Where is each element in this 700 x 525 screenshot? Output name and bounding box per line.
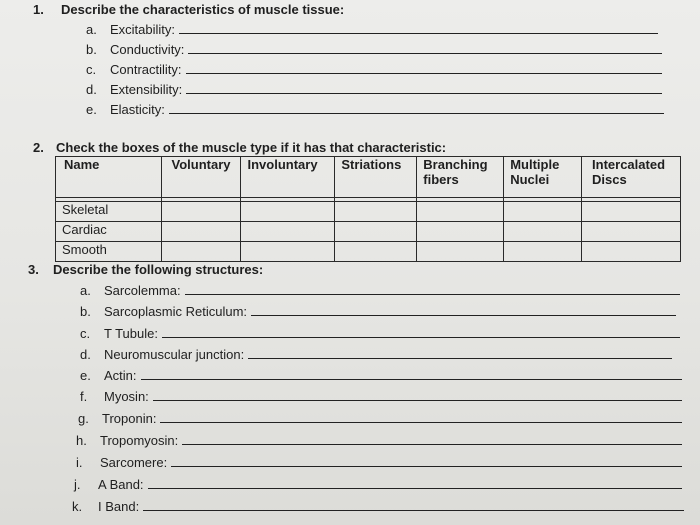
checkbox-cell[interactable] — [241, 242, 335, 262]
answer-line[interactable] — [248, 357, 672, 359]
answer-line[interactable] — [171, 465, 682, 467]
answer-line[interactable] — [141, 378, 682, 380]
question-2-number: 2. — [33, 140, 44, 155]
checkbox-cell[interactable] — [582, 202, 681, 222]
table-row-smooth — [56, 242, 681, 262]
checkbox-cell[interactable] — [241, 202, 335, 222]
answer-line[interactable] — [169, 112, 664, 114]
item-label: Sarcomere: — [100, 455, 168, 470]
item-letter: c. — [80, 326, 91, 341]
question-3-heading — [28, 262, 263, 277]
item-letter: a. — [80, 283, 91, 298]
checkbox-cell[interactable] — [417, 222, 504, 242]
q3-item-troponin — [78, 411, 682, 426]
question-3-prompt: Describe the following structures: — [53, 262, 264, 277]
q3-item-i-band — [72, 499, 684, 514]
answer-line[interactable] — [251, 314, 676, 316]
answer-line[interactable] — [160, 421, 682, 423]
column-header: Striations — [335, 157, 417, 198]
question-1-heading — [33, 2, 344, 17]
table-row-skeletal — [56, 202, 681, 222]
item-letter: i. — [76, 455, 83, 470]
item-letter: e. — [86, 102, 97, 117]
q3-item-actin — [80, 368, 682, 383]
question-2-heading — [33, 140, 446, 155]
item-label: Extensibility: — [110, 82, 183, 97]
q3-item-a-band — [74, 477, 682, 492]
q1-item-elasticity — [86, 102, 664, 117]
item-letter: f. — [80, 389, 88, 404]
row-label: Cardiac — [56, 222, 162, 242]
question-1-prompt: Describe the characteristics of muscle tissue: — [61, 2, 345, 17]
checkbox-cell[interactable] — [335, 222, 417, 242]
question-3-number: 3. — [28, 262, 39, 277]
item-label: Sarcoplasmic Reticulum: — [104, 304, 248, 319]
item-label: Sarcolemma: — [104, 283, 181, 298]
answer-line[interactable] — [182, 443, 682, 445]
checkbox-cell[interactable] — [417, 202, 504, 222]
q3-item-tropomyosin — [76, 433, 682, 448]
row-label: Skeletal — [56, 202, 162, 222]
checkbox-cell[interactable] — [335, 242, 417, 262]
item-label: A Band: — [98, 477, 144, 492]
row-label: Smooth — [56, 242, 162, 262]
item-label: Neuromuscular junction: — [104, 347, 245, 362]
answer-line[interactable] — [162, 336, 680, 338]
item-label: Troponin: — [102, 411, 157, 426]
q1-item-excitability — [86, 22, 658, 37]
checkbox-cell[interactable] — [161, 202, 241, 222]
q1-item-contractility — [86, 62, 662, 77]
q1-item-conductivity — [86, 42, 662, 57]
checkbox-cell[interactable] — [241, 222, 335, 242]
answer-line[interactable] — [179, 32, 658, 34]
answer-line[interactable] — [185, 293, 680, 295]
q3-item-t-tubule — [80, 326, 680, 341]
q3-item-sarcolemma — [80, 283, 680, 298]
checkbox-cell[interactable] — [504, 242, 582, 262]
checkbox-cell[interactable] — [161, 242, 241, 262]
checkbox-cell[interactable] — [582, 222, 681, 242]
item-letter: k. — [72, 499, 83, 514]
column-header: Branching fibers — [417, 157, 504, 198]
q3-item-myosin — [80, 389, 682, 404]
item-letter: d. — [86, 82, 97, 97]
item-letter: e. — [80, 368, 91, 383]
item-label: Excitability: — [110, 22, 176, 37]
table-row-cardiac — [56, 222, 681, 242]
q1-item-extensibility — [86, 82, 662, 97]
column-header: Name — [56, 157, 162, 198]
item-letter: d. — [80, 347, 91, 362]
question-1-number: 1. — [33, 2, 44, 17]
table-header-row — [56, 157, 681, 198]
checkbox-cell[interactable] — [161, 222, 241, 242]
item-letter: b. — [80, 304, 91, 319]
q3-item-sarcoplasmic-reticulum — [80, 304, 676, 319]
item-label: Myosin: — [104, 389, 149, 404]
column-header: Multiple Nuclei — [504, 157, 582, 198]
checkbox-cell[interactable] — [504, 222, 582, 242]
item-label: I Band: — [98, 499, 140, 514]
answer-line[interactable] — [186, 92, 662, 94]
item-label: Elasticity: — [110, 102, 165, 117]
item-letter: g. — [78, 411, 89, 426]
item-label: Tropomyosin: — [100, 433, 179, 448]
column-header: Involuntary — [241, 157, 335, 198]
item-label: Conductivity: — [110, 42, 185, 57]
column-header: Voluntary — [161, 157, 241, 198]
item-letter: b. — [86, 42, 97, 57]
question-2-prompt: Check the boxes of the muscle type if it has that characteristic: — [56, 140, 447, 155]
muscle-characteristics-table — [55, 156, 681, 262]
answer-line[interactable] — [186, 72, 662, 74]
checkbox-cell[interactable] — [582, 242, 681, 262]
item-letter: a. — [86, 22, 97, 37]
q3-item-sarcomere — [76, 455, 682, 470]
q3-item-neuromuscular-junction — [80, 347, 672, 362]
checkbox-cell[interactable] — [504, 202, 582, 222]
checkbox-cell[interactable] — [335, 202, 417, 222]
answer-line[interactable] — [143, 509, 684, 511]
answer-line[interactable] — [153, 399, 682, 401]
answer-line[interactable] — [188, 52, 662, 54]
answer-line[interactable] — [148, 487, 682, 489]
column-header: Intercalated Discs — [582, 157, 681, 198]
item-label: T Tubule: — [104, 326, 158, 341]
item-label: Contractility: — [110, 62, 182, 77]
item-label: Actin: — [104, 368, 137, 383]
checkbox-cell[interactable] — [417, 242, 504, 262]
item-letter: c. — [86, 62, 97, 77]
item-letter: h. — [76, 433, 87, 448]
item-letter: j. — [74, 477, 81, 492]
